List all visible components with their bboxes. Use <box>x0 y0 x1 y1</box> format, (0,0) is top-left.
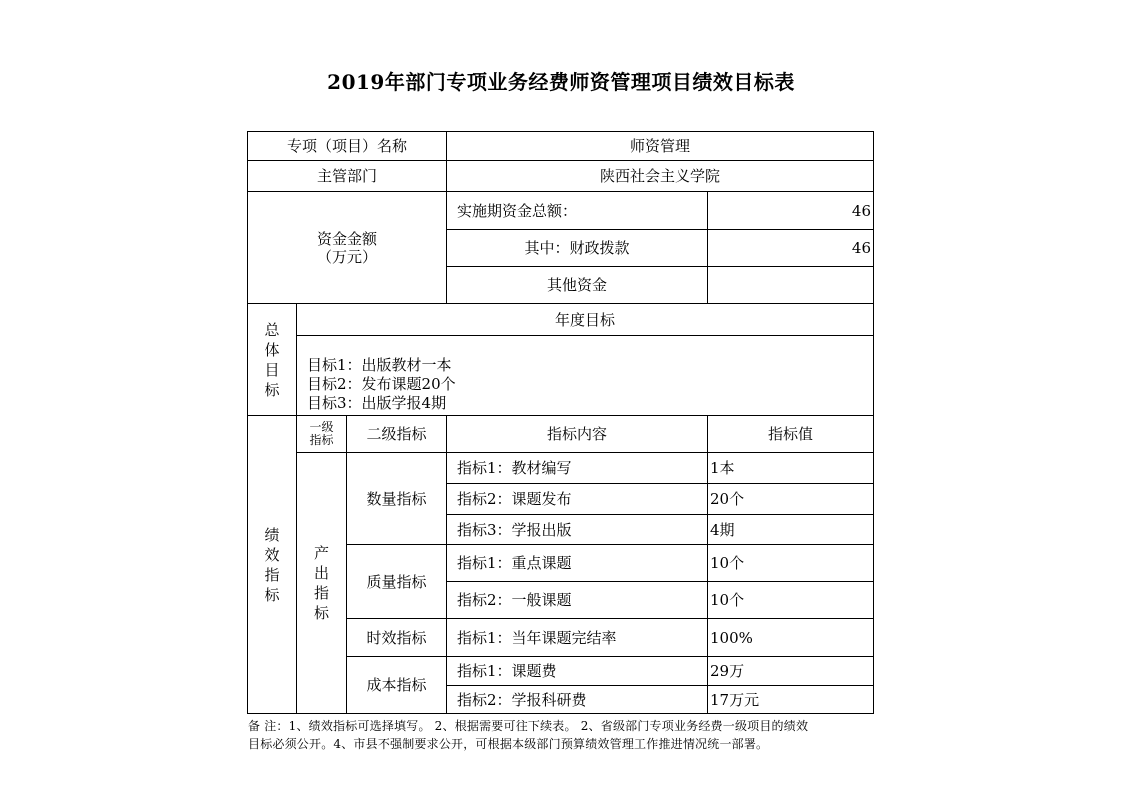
indicator-value: 4期 <box>708 515 873 545</box>
indicator-value: 10个 <box>708 545 873 582</box>
footnote-line2: 目标必须公开。4、市县不强制要求公开，可根据本级部门预算绩效管理工作推进情况统一部署。 <box>248 737 769 751</box>
overall-side-char: 目 <box>264 360 280 379</box>
indicator-value: 17万元 <box>710 690 760 709</box>
funds-label <box>248 192 447 304</box>
goal-item: 目标2：发布课题20个 <box>307 375 456 393</box>
funds-total-label: 实施期资金总额： <box>447 192 708 230</box>
annual-goal-list <box>297 336 873 416</box>
funds-label-line2: （万元） <box>316 247 377 266</box>
indicator-content: 指标2：学报科研费 <box>447 686 708 713</box>
output-label-char: 产 <box>313 544 329 562</box>
header-level1 <box>297 416 347 453</box>
indicator-content: 指标1：课题费 <box>447 657 708 686</box>
header-level2: 二级指标 <box>347 416 447 453</box>
performance-side-char: 绩 <box>264 525 280 544</box>
header-content: 指标内容 <box>447 416 708 453</box>
overall-goal-side-label <box>248 304 297 416</box>
goal-item: 目标3：出版学报4期 <box>307 394 447 412</box>
overall-side-char: 总 <box>264 320 280 339</box>
goal-item: 目标1：出版教材一本 <box>307 356 452 374</box>
performance-side-char: 效 <box>264 545 280 564</box>
indicator-content: 指标2：课题发布 <box>447 484 708 515</box>
page-title: 2019年部门专项业务经费师资管理项目绩效目标表 <box>327 70 795 94</box>
funds-fiscal-label: 其中：财政拨款 <box>447 230 708 267</box>
group-name-timeliness: 时效指标 <box>347 619 447 657</box>
overall-side-char: 标 <box>264 380 280 399</box>
group-name-quantity: 数量指标 <box>347 453 447 545</box>
indicator-content: 指标1：教材编写 <box>447 453 708 484</box>
performance-side-char: 标 <box>264 585 280 604</box>
project-name-label: 专项（项目）名称 <box>248 132 447 161</box>
header-value: 指标值 <box>708 416 873 453</box>
funds-fiscal-value: 46 <box>708 230 873 267</box>
indicator-value: 1本 <box>708 453 873 484</box>
footnote <box>248 717 878 753</box>
indicator-content: 指标3：学报出版 <box>447 515 708 545</box>
funds-other-value <box>708 267 873 304</box>
group-name-cost: 成本指标 <box>347 657 447 713</box>
funds-other-label: 其他资金 <box>447 267 708 304</box>
header-level1-line2: 指标 <box>309 433 334 447</box>
overall-side-char: 体 <box>264 340 280 359</box>
department-value: 陕西社会主义学院 <box>447 161 873 192</box>
output-label-char: 出 <box>313 564 329 582</box>
indicator-content: 指标1：重点课题 <box>447 545 708 582</box>
performance-side-char: 指 <box>264 565 280 584</box>
indicator-value: 20个 <box>708 484 873 515</box>
project-name-value: 师资管理 <box>447 132 873 161</box>
output-label-char: 标 <box>313 604 329 622</box>
header-level1-line1: 一级 <box>309 420 334 434</box>
annual-goal-label: 年度目标 <box>297 304 873 336</box>
funds-label-line1: 资金金额 <box>316 229 377 248</box>
footnote-line1: 备 注：1、绩效指标可选择填写。 2、根据需要可往下续表。 2、省级部门专项业务经费一级项目的绩效 <box>248 719 809 733</box>
performance-target-table <box>247 131 874 714</box>
group-name-quality: 质量指标 <box>347 545 447 619</box>
indicator-content: 指标2：一般课题 <box>447 582 708 619</box>
indicator-value: 100% <box>708 619 873 657</box>
output-indicator-label <box>297 453 347 713</box>
performance-side-label <box>248 416 297 713</box>
funds-total-value: 46 <box>708 192 873 230</box>
output-label-char: 指 <box>313 584 329 602</box>
indicator-value: 10个 <box>708 582 873 619</box>
indicator-content: 指标1：当年课题完结率 <box>447 619 708 657</box>
department-label: 主管部门 <box>248 161 447 192</box>
indicator-value: 29万 <box>708 657 873 686</box>
